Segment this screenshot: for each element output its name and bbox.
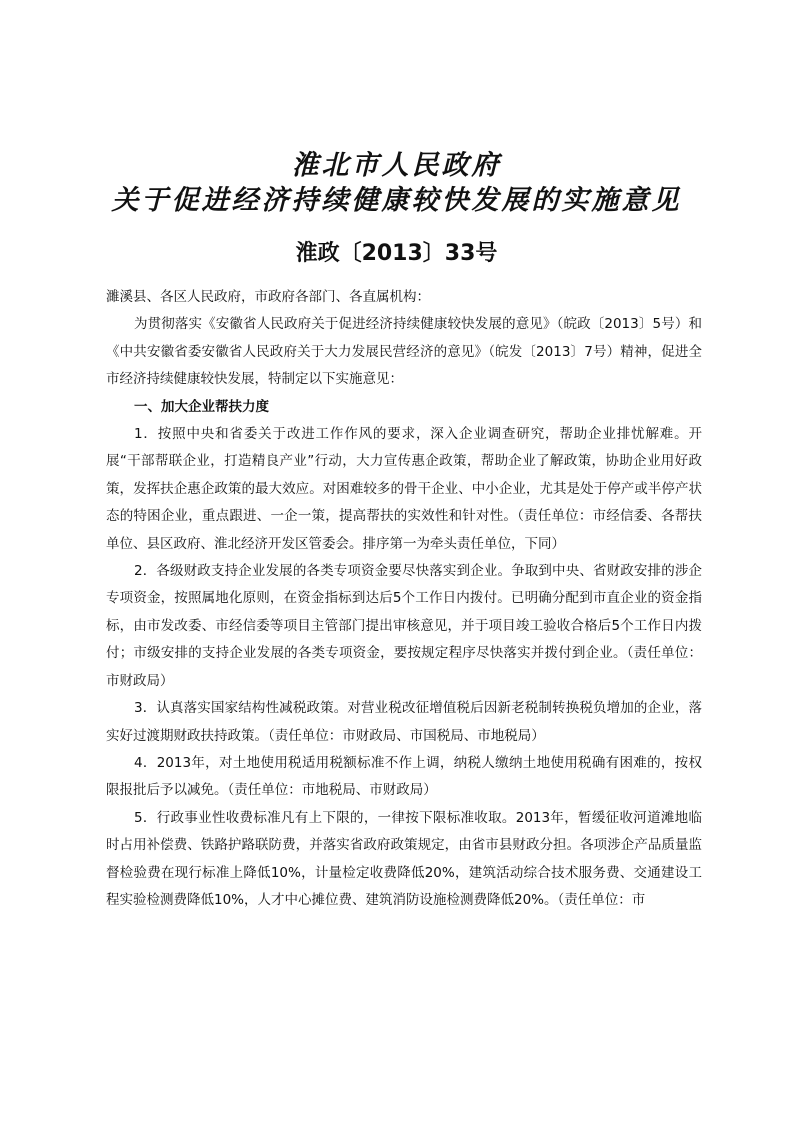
section-heading-1: 一、加大企业帮扶力度	[134, 398, 269, 415]
item-3-paragraph: 3．认真落实国家结构性减税政策。对营业税改征增值税后因新老税制转换税负增加的企业，落实好过渡期财政扶持政策。（责任单位：市财政局、市国税局、市地税局）	[106, 700, 702, 744]
document-body	[106, 284, 702, 914]
item-2-paragraph: 2．各级财政支持企业发展的各类专项资金要尽快落实到企业。争取到中央、省财政安排的涉企专项资金，按照属地化原则，在资金指标到达后5个工作日内拨付。已明确分配到市直企业的资金指标，由市发改委、市经信委等项目主管部门提出审核意见，并于项目竣工验收合格后5个工作日内拨付；市级安排的支持企业发展的各类专项资金，要按规定程序尽快落实并拨付到企业。（责任单位：市财政局）	[106, 563, 702, 689]
document-title-line-1: 淮北市人民政府	[291, 150, 502, 181]
document-title-line-2: 关于促进经济持续健康较快发展的实施意见	[111, 185, 682, 216]
intro-paragraph: 为贯彻落实《安徽省人民政府关于促进经济持续健康较快发展的意见》（皖政〔2013〕5号）和《中共安徽省委安徽省人民政府关于大力发展民营经济的意见》（皖发〔2013〕7号）精神，促进全市经济持续健康较快发展，特制定以下实施意见：	[106, 316, 702, 388]
document-number: 淮政〔2013〕33号	[295, 241, 498, 266]
item-4-paragraph: 4．2013年，对土地使用税适用税额标准不作上调，纳税人缴纳土地使用税确有困难的，按权限报批后予以减免。（责任单位：市地税局、市财政局）	[106, 754, 702, 799]
salutation: 濉溪县、各区人民政府，市政府各部门、各直属机构：	[106, 289, 430, 305]
item-1-paragraph: 1．按照中央和省委关于改进工作作风的要求，深入企业调查研究，帮助企业排忧解难。开展“干部帮联企业，打造精良产业”行动，大力宣传惠企政策，帮助企业了解政策，协助企业用好政策，发挥扶企惠企政策的最大效应。对困难较多的骨干企业、中小企业，尤其是处于停产或半停产状态的特困企业，重点跟进、一企一策，提高帮扶的实效性和针对性。（责任单位：市经信委、各帮扶单位、县区政府、淮北经济开发区管委会。排序第一为牵头责任单位，下同）	[106, 426, 702, 552]
item-5-paragraph: 5．行政事业性收费标准凡有上下限的，一律按下限标准收取。2013年，暂缓征收河道滩地临时占用补偿费、铁路护路联防费，并落实省政府政策规定，由省市县财政分担。各项涉企产品质量监督检验费在现行标准上降低10%，计量检定收费降低20%，建筑活动综合技术服务费、交通建设工程实验检测费降低10%，人才中心摊位费、建筑消防设施检测费降低20%。（责任单位：市	[106, 809, 702, 908]
